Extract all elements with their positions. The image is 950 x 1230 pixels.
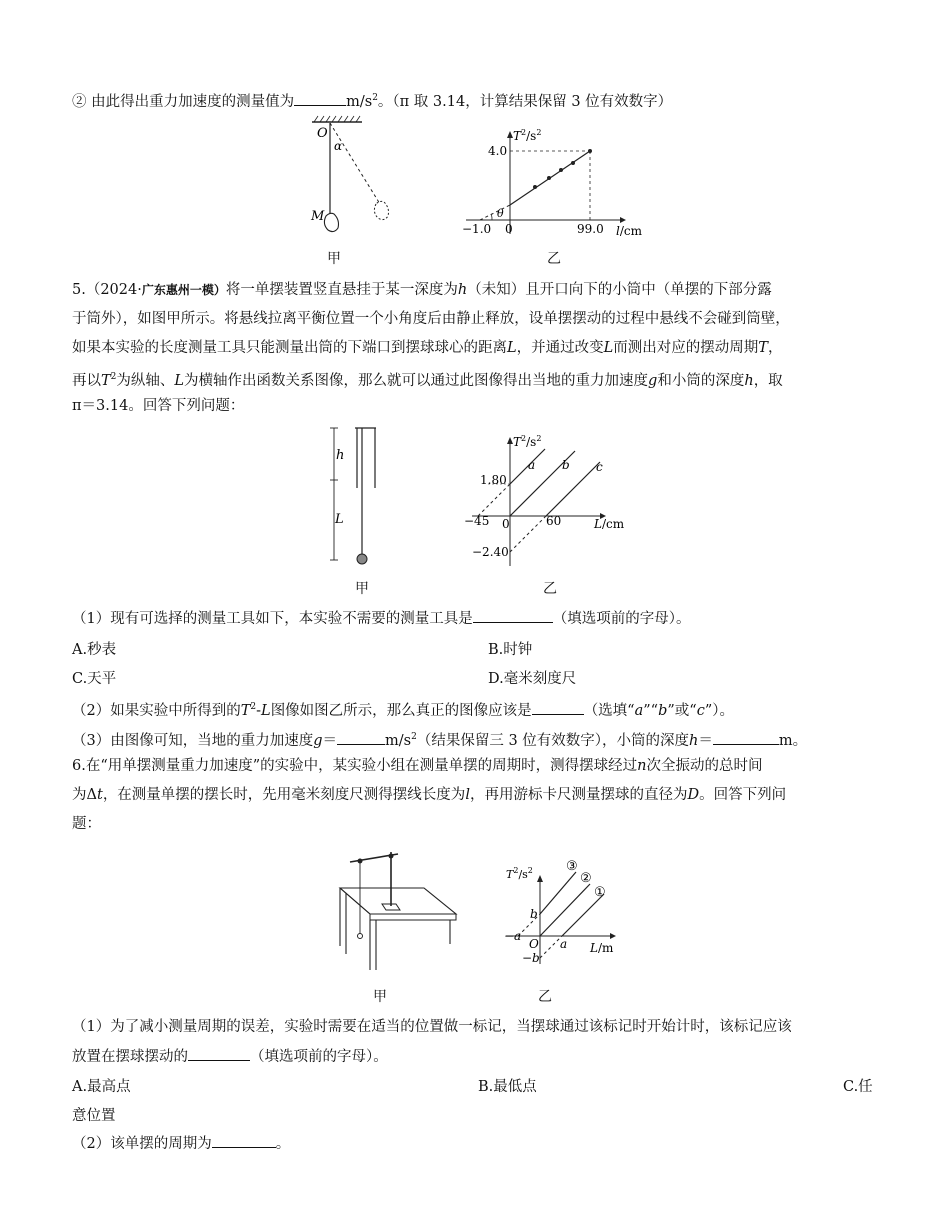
q4-sub2-unit: m/s [346, 93, 373, 110]
label-alpha: α [334, 139, 343, 153]
label-h: h [336, 448, 345, 463]
data-point [559, 168, 563, 172]
q5-fig-yi [460, 434, 640, 568]
q4-fig-yi [460, 126, 650, 238]
q5-option-a[interactable]: A.秒表 [72, 642, 117, 658]
x-tick-zero: 0 [505, 222, 513, 236]
line-c-extension [510, 516, 546, 552]
q4-fig-jia [300, 116, 410, 246]
q5-sub3: （3）由图像可知，当地的重力加速度$g= m/s^2$（结果保留三 3 位有效数字），小筒的深度h＝ m。 [72, 727, 807, 751]
q5-sub1-answer-blank[interactable] [473, 608, 553, 623]
ceiling-hatch [314, 116, 360, 122]
q6-fig-jia-caption: 甲 [373, 989, 387, 1005]
y-tick-4: 4.0 [488, 144, 508, 158]
q5-sub2-answer-blank[interactable] [532, 700, 584, 715]
pendulum-stone [324, 213, 338, 231]
label-line-1: ① [594, 885, 606, 900]
line-c [546, 462, 600, 516]
q6-sub2-answer-blank[interactable] [212, 1133, 276, 1148]
q5-line4: 再以$T^2$为纵轴、L为横轴作出函数关系图像，那么就可以通过此图像得出当地的重力加速度g和小筒的深度h，取 [72, 372, 783, 389]
q5-fig-yi-caption: 乙 [543, 581, 557, 597]
q6-fig-jia [332, 844, 462, 974]
q4-sub2-note: 。（π 取 3.14，计算结果保留 3 位有效数字） [377, 93, 673, 110]
q6-sub1-answer-blank[interactable] [188, 1046, 250, 1061]
label-M: M [311, 209, 325, 224]
tick-b: b [530, 907, 538, 921]
q5-option-b[interactable]: B.时钟 [488, 642, 533, 658]
angle-arc [491, 214, 492, 220]
pendulum-stone-swung [374, 201, 388, 219]
x-axis-arrow [620, 217, 626, 223]
q6-sub2: （2）该单摆的周期为 。 [72, 1133, 290, 1154]
label-line-b: b [562, 458, 570, 472]
label-line-a: a [528, 458, 536, 472]
tick-a: a [560, 937, 568, 951]
table-edge [370, 914, 456, 920]
y-axis-label: $T^2/s^2$ [513, 128, 542, 143]
line-3 [540, 872, 576, 914]
label-line-2: ② [580, 871, 592, 886]
q5-sub3-g-blank[interactable] [337, 730, 385, 745]
y-axis-label: $T^2/s^2$ [513, 434, 542, 449]
q6-line2: 为Δt，在测量单摆的摆长时，先用毫米刻度尺测得摆线长度为l，再用游标卡尺测量摆球的直径为D。回答下列问 [72, 787, 787, 803]
data-point [571, 161, 575, 165]
q6-line3: 题： [72, 816, 101, 832]
tick-neg-b: −b [522, 951, 540, 965]
q6-fig-yi-caption: 乙 [538, 989, 552, 1005]
x-tick-neg: −1.0 [462, 222, 492, 236]
data-point [588, 149, 592, 153]
x-axis-label: L/m [590, 941, 614, 955]
tick-O: O [529, 937, 539, 951]
q5-sub3-h-blank[interactable] [713, 730, 779, 745]
label-O: O [317, 126, 328, 141]
q5-fig-jia [322, 426, 382, 576]
q5-line5: π＝3.14。回答下列问题： [72, 398, 245, 414]
q4-sub2-text: ② 由此得出重力加速度的测量值为 [72, 93, 295, 110]
q5-fig-jia-caption: 甲 [355, 581, 369, 597]
q6-line1: 6.在“用单摆测量重力加速度”的实验中，某实验小组在测量单摆的周期时，测得摆球经过n次全振动的总时间 [72, 758, 763, 774]
q5-sub2: （2）如果实验中所得到的$T^2-L$图像如图乙所示，那么真正的图像应该是 （选填“a”“b”或“c”）。 [72, 697, 734, 721]
y-tick-pos: 1.80 [480, 473, 507, 487]
q5-line2: 于筒外），如图甲所示。将悬线拉离平衡位置一个小角度后由静止释放，设单摆摆动的过程中悬线不会碰到筒壁， [72, 311, 790, 327]
line-1-extension [540, 936, 562, 958]
q6-option-c-continued[interactable]: 意位置 [72, 1108, 116, 1124]
fit-line-extension [480, 205, 510, 220]
q4-sub2-line [72, 88, 672, 112]
q5-sub1: （1）现有可选择的测量工具如下，本实验不需要的测量工具是 （填选项前的字母）。 [72, 608, 690, 629]
line-a-extension [478, 484, 510, 516]
data-point [547, 176, 551, 180]
q5-source: 广东惠州一模） [141, 283, 226, 297]
x-axis-label: l/cm [616, 224, 642, 238]
q4-fig-jia-caption: 甲 [327, 251, 341, 267]
y-tick-neg: −2.40 [472, 545, 509, 559]
x-axis-label: L/cm [594, 517, 625, 531]
q5-option-c[interactable]: C.天平 [72, 671, 117, 687]
label-line-3: ③ [566, 859, 578, 874]
y-axis-label: $T^2/s^2$ [506, 866, 533, 881]
q4-sub2-answer-blank[interactable] [294, 91, 346, 106]
x-tick-pos: 60 [546, 514, 562, 528]
x-tick-zero: 0 [502, 517, 510, 531]
q6-option-b[interactable]: B.最低点 [478, 1079, 537, 1095]
q4-fig-yi-caption: 乙 [547, 251, 561, 267]
q5-line3: 如果本实验的长度测量工具只能测量出筒的下端口到摆球球心的距离L，并通过改变L而测出对应的摆动周期T， [72, 340, 783, 356]
q5-option-d[interactable]: D.毫米刻度尺 [488, 671, 577, 687]
data-point [533, 185, 537, 189]
q6-sub1-line1: （1）为了减小测量周期的误差，实验时需要在适当的位置做一标记，当摆球通过该标记时开始计时，该标记应该 [72, 1019, 792, 1035]
q4-sub2-unit-sup: 2 [372, 93, 378, 103]
pendulum-ball [358, 934, 363, 939]
label-L: L [335, 512, 344, 527]
line-1 [562, 894, 604, 936]
x-tick-neg: −45 [464, 514, 490, 528]
pendulum-string-swung [330, 123, 380, 204]
line-2 [540, 884, 590, 936]
label-theta: θ [497, 207, 504, 220]
q6-option-c[interactable]: C.任 [843, 1079, 873, 1095]
x-axis-arrow [610, 933, 616, 939]
q5-line1: 5.（2024·广东惠州一模）将一单摆装置竖直悬挂于某一深度为h（未知）且开口向下的小筒中（单摆的下部分露 [72, 282, 772, 298]
clamp [389, 854, 394, 859]
y-axis-arrow [537, 875, 543, 882]
q6-sub1-line2: 放置在摆球摆动的 （填选项前的字母）。 [72, 1046, 388, 1067]
label-line-c: c [596, 460, 603, 474]
q6-option-a[interactable]: A.最高点 [72, 1079, 131, 1095]
pendulum-ball [357, 554, 367, 564]
tick-neg-a: −a [504, 929, 522, 943]
q6-fig-yi [500, 854, 630, 966]
x-tick-max: 99.0 [577, 222, 604, 236]
